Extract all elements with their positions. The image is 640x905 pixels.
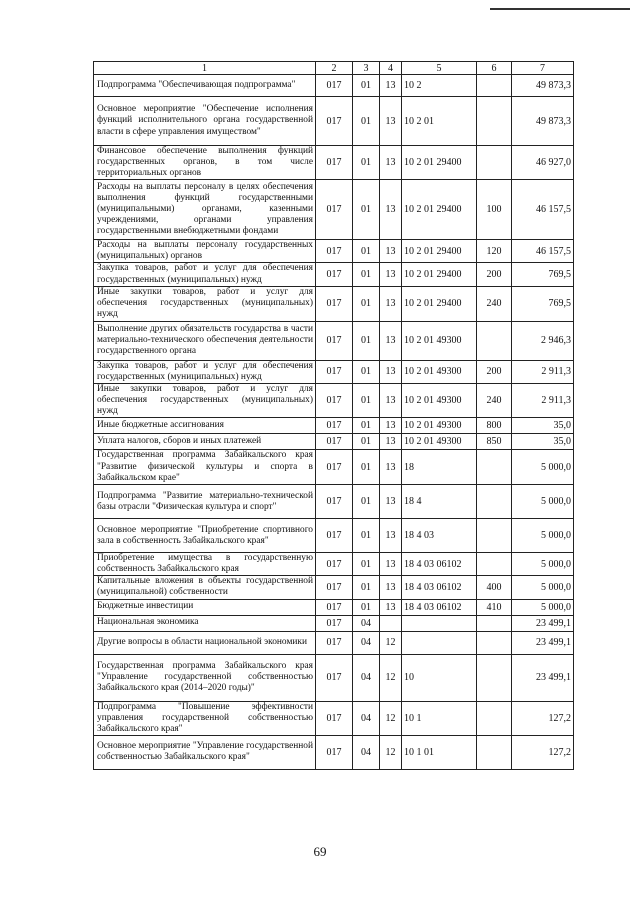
cell-ved: 017 <box>316 631 353 654</box>
table-row <box>94 383 574 417</box>
cell-ved: 017 <box>316 599 353 615</box>
cell-rz: 01 <box>353 418 380 434</box>
cell-ved: 017 <box>316 701 353 735</box>
cell-rz: 01 <box>353 519 380 553</box>
cell-pr: 12 <box>380 735 402 769</box>
cell-rz: 01 <box>353 240 380 263</box>
cell-pr: 13 <box>380 321 402 360</box>
cell-pr: 13 <box>380 553 402 576</box>
cell-name: Подпрограмма "Повышение эффективности управления государственной собственностью Забайкальского края" <box>94 701 316 735</box>
table-row <box>94 146 574 180</box>
cell-ved: 017 <box>316 146 353 180</box>
cell-csr: 18 4 <box>402 485 477 519</box>
header-cell: 1 <box>94 62 316 75</box>
cell-ved: 017 <box>316 450 353 485</box>
table-row <box>94 180 574 240</box>
cell-csr: 10 2 01 49300 <box>402 321 477 360</box>
cell-csr: 10 2 01 49300 <box>402 434 477 450</box>
table-row <box>94 418 574 434</box>
header-row <box>94 62 574 75</box>
cell-vr <box>477 321 512 360</box>
cell-name: Расходы на выплаты персоналу в целях обеспечения выполнения функций государственными (муниципальными) органами, казенными учреждениями, органами управления государственными внебюджетными фондами <box>94 180 316 240</box>
table-row <box>94 434 574 450</box>
cell-vr: 240 <box>477 286 512 321</box>
table-row <box>94 240 574 263</box>
cell-name: Подпрограмма "Развитие материально-технической базы отрасли "Физическая культура и спорт" <box>94 485 316 519</box>
table-row <box>94 450 574 485</box>
cell-pr: 12 <box>380 701 402 735</box>
cell-rz: 01 <box>353 321 380 360</box>
cell-name: Закупка товаров, работ и услуг для обеспечения государственных (муниципальных) нужд <box>94 263 316 286</box>
table-row <box>94 735 574 769</box>
table-row <box>94 553 574 576</box>
cell-vr <box>477 631 512 654</box>
cell-csr: 10 1 01 <box>402 735 477 769</box>
cell-vr: 100 <box>477 180 512 240</box>
cell-name: Капитальные вложения в объекты государственной (муниципальной) собственности <box>94 576 316 599</box>
cell-sum: 49 873,3 <box>512 75 574 97</box>
cell-name: Подпрограмма "Обеспечивающая подпрограмма" <box>94 75 316 97</box>
cell-pr: 12 <box>380 654 402 701</box>
cell-vr: 850 <box>477 434 512 450</box>
cell-pr: 13 <box>380 180 402 240</box>
cell-csr: 10 2 <box>402 75 477 97</box>
cell-vr <box>477 519 512 553</box>
cell-name: Уплата налогов, сборов и иных платежей <box>94 434 316 450</box>
cell-sum: 5 000,0 <box>512 485 574 519</box>
table-row <box>94 701 574 735</box>
cell-rz: 04 <box>353 654 380 701</box>
cell-rz: 01 <box>353 383 380 417</box>
cell-sum: 35,0 <box>512 434 574 450</box>
cell-vr: 240 <box>477 383 512 417</box>
cell-vr: 400 <box>477 576 512 599</box>
cell-rz: 01 <box>353 263 380 286</box>
cell-sum: 23 499,1 <box>512 654 574 701</box>
cell-rz: 01 <box>353 434 380 450</box>
budget-table <box>93 61 574 770</box>
cell-rz: 01 <box>353 576 380 599</box>
table-row <box>94 654 574 701</box>
cell-vr <box>477 146 512 180</box>
cell-vr <box>477 654 512 701</box>
cell-name: Расходы на выплаты персоналу государственных (муниципальных) органов <box>94 240 316 263</box>
cell-name: Иные закупки товаров, работ и услуг для обеспечения государственных (муниципальных) нужд <box>94 286 316 321</box>
cell-pr: 13 <box>380 263 402 286</box>
cell-rz: 01 <box>353 97 380 146</box>
cell-ved: 017 <box>316 360 353 383</box>
cell-rz: 04 <box>353 615 380 631</box>
header-cell: 5 <box>402 62 477 75</box>
cell-vr: 120 <box>477 240 512 263</box>
cell-name: Иные закупки товаров, работ и услуг для обеспечения государственных (муниципальных) нужд <box>94 383 316 417</box>
cell-pr: 13 <box>380 286 402 321</box>
cell-sum: 5 000,0 <box>512 599 574 615</box>
cell-csr: 10 2 01 29400 <box>402 180 477 240</box>
cell-csr <box>402 631 477 654</box>
cell-name: Бюджетные инвестиции <box>94 599 316 615</box>
cell-pr: 13 <box>380 450 402 485</box>
cell-ved: 017 <box>316 553 353 576</box>
cell-vr: 200 <box>477 263 512 286</box>
cell-csr: 18 4 03 06102 <box>402 599 477 615</box>
table-row <box>94 615 574 631</box>
cell-sum: 5 000,0 <box>512 519 574 553</box>
cell-csr: 10 2 01 <box>402 97 477 146</box>
header-cell: 6 <box>477 62 512 75</box>
cell-rz: 01 <box>353 450 380 485</box>
cell-rz: 04 <box>353 735 380 769</box>
cell-csr: 18 <box>402 450 477 485</box>
table-row <box>94 485 574 519</box>
cell-name: Финансовое обеспечение выполнения функций государственных органов, в том числе территориальных органов <box>94 146 316 180</box>
cell-vr <box>477 485 512 519</box>
table-row <box>94 360 574 383</box>
cell-ved: 017 <box>316 654 353 701</box>
cell-csr: 10 2 01 29400 <box>402 263 477 286</box>
cell-csr: 10 2 01 49300 <box>402 360 477 383</box>
cell-sum: 127,2 <box>512 735 574 769</box>
cell-vr <box>477 75 512 97</box>
cell-sum: 5 000,0 <box>512 576 574 599</box>
cell-name: Государственная программа Забайкальского края "Управление государственной собственностью Забайкальского края (2014–2020 годы)" <box>94 654 316 701</box>
cell-ved: 017 <box>316 75 353 97</box>
cell-pr: 13 <box>380 418 402 434</box>
cell-pr: 13 <box>380 383 402 417</box>
table-row <box>94 97 574 146</box>
cell-vr <box>477 735 512 769</box>
cell-csr: 10 2 01 49300 <box>402 418 477 434</box>
cell-vr: 800 <box>477 418 512 434</box>
table-row <box>94 286 574 321</box>
cell-rz: 01 <box>353 75 380 97</box>
cell-name: Иные бюджетные ассигнования <box>94 418 316 434</box>
cell-csr: 10 1 <box>402 701 477 735</box>
cell-rz: 01 <box>353 599 380 615</box>
cell-pr <box>380 615 402 631</box>
cell-vr <box>477 450 512 485</box>
cell-name: Другие вопросы в области национальной экономики <box>94 631 316 654</box>
cell-csr: 10 2 01 49300 <box>402 383 477 417</box>
cell-sum: 5 000,0 <box>512 553 574 576</box>
cell-pr: 12 <box>380 631 402 654</box>
table-row <box>94 631 574 654</box>
table-row <box>94 599 574 615</box>
cell-pr: 13 <box>380 146 402 180</box>
cell-name: Основное мероприятие "Приобретение спортивного зала в собственность Забайкальского края" <box>94 519 316 553</box>
cell-vr: 410 <box>477 599 512 615</box>
cell-ved: 017 <box>316 519 353 553</box>
cell-sum: 2 911,3 <box>512 360 574 383</box>
cell-pr: 13 <box>380 97 402 146</box>
cell-ved: 017 <box>316 418 353 434</box>
cell-sum: 46 927,0 <box>512 146 574 180</box>
cell-sum: 46 157,5 <box>512 180 574 240</box>
cell-sum: 769,5 <box>512 286 574 321</box>
cell-csr <box>402 615 477 631</box>
cell-sum: 2 911,3 <box>512 383 574 417</box>
cell-vr <box>477 701 512 735</box>
cell-name: Национальная экономика <box>94 615 316 631</box>
cell-name: Закупка товаров, работ и услуг для обеспечения государственных (муниципальных) нужд <box>94 360 316 383</box>
cell-csr: 10 2 01 29400 <box>402 240 477 263</box>
cell-pr: 13 <box>380 599 402 615</box>
cell-rz: 01 <box>353 180 380 240</box>
cell-rz: 04 <box>353 701 380 735</box>
cell-name: Основное мероприятие "Обеспечение исполнения функций исполнительного органа государственной власти в сфере управления имуществом" <box>94 97 316 146</box>
cell-ved: 017 <box>316 615 353 631</box>
cell-name: Выполнение других обязательств государства в части материально-технического обеспечения деятельности государственного органа <box>94 321 316 360</box>
table-row <box>94 321 574 360</box>
header-cell: 7 <box>512 62 574 75</box>
table-row <box>94 519 574 553</box>
cell-rz: 04 <box>353 631 380 654</box>
cell-ved: 017 <box>316 263 353 286</box>
cell-name: Основное мероприятие "Управление государственной собственностью Забайкальского края" <box>94 735 316 769</box>
cell-name: Государственная программа Забайкальского края "Развитие физической культуры и спорта в Забайкальском крае" <box>94 450 316 485</box>
cell-pr: 13 <box>380 519 402 553</box>
cell-ved: 017 <box>316 383 353 417</box>
cell-pr: 13 <box>380 576 402 599</box>
page-number: 69 <box>313 844 327 859</box>
cell-ved: 017 <box>316 240 353 263</box>
cell-rz: 01 <box>353 286 380 321</box>
cell-sum: 5 000,0 <box>512 450 574 485</box>
header-cell: 4 <box>380 62 402 75</box>
table-row <box>94 576 574 599</box>
top-rule <box>490 8 630 10</box>
cell-vr <box>477 615 512 631</box>
cell-ved: 017 <box>316 434 353 450</box>
cell-ved: 017 <box>316 286 353 321</box>
cell-pr: 13 <box>380 240 402 263</box>
cell-csr: 10 <box>402 654 477 701</box>
cell-vr <box>477 553 512 576</box>
cell-sum: 2 946,3 <box>512 321 574 360</box>
cell-rz: 01 <box>353 146 380 180</box>
cell-sum: 49 873,3 <box>512 97 574 146</box>
cell-sum: 23 499,1 <box>512 631 574 654</box>
cell-csr: 10 2 01 29400 <box>402 286 477 321</box>
cell-pr: 13 <box>380 485 402 519</box>
cell-csr: 18 4 03 06102 <box>402 553 477 576</box>
cell-csr: 18 4 03 <box>402 519 477 553</box>
cell-sum: 35,0 <box>512 418 574 434</box>
cell-sum: 46 157,5 <box>512 240 574 263</box>
cell-name: Приобретение имущества в государственную собственность Забайкальского края <box>94 553 316 576</box>
cell-vr: 200 <box>477 360 512 383</box>
header-cell: 2 <box>316 62 353 75</box>
cell-rz: 01 <box>353 553 380 576</box>
cell-sum: 127,2 <box>512 701 574 735</box>
cell-vr <box>477 97 512 146</box>
table-row <box>94 263 574 286</box>
cell-rz: 01 <box>353 360 380 383</box>
cell-pr: 13 <box>380 434 402 450</box>
cell-ved: 017 <box>316 180 353 240</box>
cell-rz: 01 <box>353 485 380 519</box>
table-row <box>94 75 574 97</box>
header-cell: 3 <box>353 62 380 75</box>
cell-pr: 13 <box>380 360 402 383</box>
cell-ved: 017 <box>316 97 353 146</box>
cell-ved: 017 <box>316 321 353 360</box>
table-body <box>94 62 574 770</box>
cell-ved: 017 <box>316 576 353 599</box>
cell-sum: 23 499,1 <box>512 615 574 631</box>
cell-csr: 18 4 03 06102 <box>402 576 477 599</box>
cell-ved: 017 <box>316 735 353 769</box>
cell-pr: 13 <box>380 75 402 97</box>
cell-sum: 769,5 <box>512 263 574 286</box>
cell-csr: 10 2 01 29400 <box>402 146 477 180</box>
cell-ved: 017 <box>316 485 353 519</box>
